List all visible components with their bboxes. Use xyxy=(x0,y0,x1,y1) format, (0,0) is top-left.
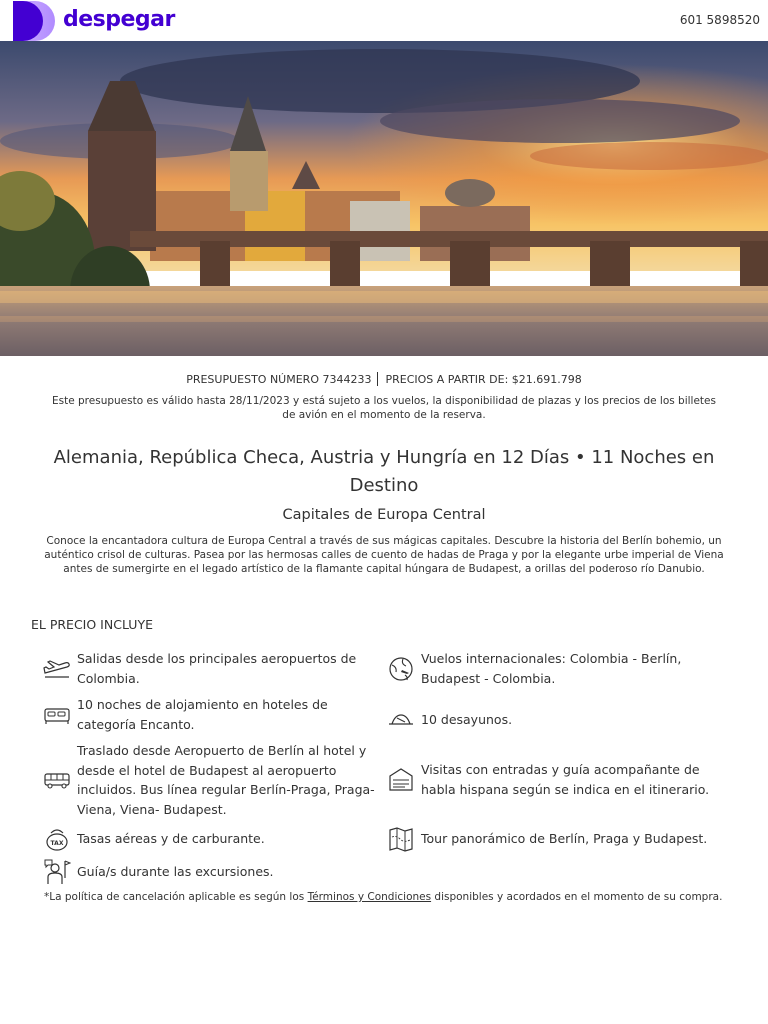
trip-title: Alemania, República Checa, Austria y Hungría en 12 Días • 11 Noches en Destino xyxy=(53,447,715,496)
terms-and-conditions-link[interactable]: Términos y Condiciones xyxy=(307,891,432,903)
include-item-text: Traslado desde Aeropuerto de Berlín al hotel y desde el hotel de Budapest al aeropuerto incluidos. Bus línea regular Berlín-Praga, Praga-Viena, Viena- Budapest. xyxy=(77,743,375,817)
include-item-guided-visits xyxy=(386,760,726,799)
tax-icon xyxy=(42,824,72,854)
footnote-text-before: *La política de cancelación aplicable es según los xyxy=(44,891,308,903)
include-item-panoramic-tour xyxy=(386,824,726,854)
plane-icon xyxy=(42,654,72,684)
include-item-text: Tasas aéreas y de carburante. xyxy=(77,831,265,847)
header xyxy=(0,0,768,41)
include-item-text: 10 desayunos. xyxy=(421,712,513,728)
breakfast-icon xyxy=(386,705,416,735)
bed-icon xyxy=(42,700,72,730)
trip-subtitle: Capitales de Europa Central xyxy=(282,507,486,523)
divider xyxy=(377,372,378,386)
bus-icon xyxy=(42,765,72,795)
trip-description: Conoce la encantadora cultura de Europa Central a través de sus mágicas capitales. Descubre la historia del Berlín bohemio, un auténtico crisol de culturas. Pasea por las hermosas calles de cuento de hadas de Praga y por la elegante urbe imperial de Viena antes de sumergirte en el legado artístico de la flamante capital húngara de Budapest, a orillas del poderoso río Danubio. xyxy=(44,535,724,575)
include-item-taxes xyxy=(42,824,372,854)
include-item-accommodation xyxy=(42,695,372,734)
include-item-text: 10 noches de alojamiento en hoteles de categoría Encanto. xyxy=(77,697,328,732)
include-item-text: Tour panorámico de Berlín, Praga y Budapest. xyxy=(421,831,708,847)
include-item-flights-departure xyxy=(42,649,372,688)
cancellation-footnote xyxy=(44,891,724,905)
hero-image-prague-bridge xyxy=(0,41,768,356)
validity-note: Este presupuesto es válido hasta 28/11/2023 y está sujeto a los vuelos, la disponibilidad de plazas y los precios de los billetes de avión en el momento de la reserva. xyxy=(52,395,716,421)
include-item-text: Vuelos internacionales: Colombia - Berlín, Budapest - Colombia. xyxy=(421,651,682,686)
include-item-transfers xyxy=(42,741,378,819)
svg-text:TAX: TAX xyxy=(50,840,64,847)
footnote-text-after: disponibles y acordados en el momento de su compra. xyxy=(431,891,723,903)
hero-illustration xyxy=(0,41,768,356)
include-item-text: Guía/s durante las excursiones. xyxy=(77,864,274,880)
brand-name[interactable]: despegar xyxy=(63,7,175,32)
ticket-icon xyxy=(386,765,416,795)
include-item-international-flights xyxy=(386,649,726,688)
phone-number[interactable]: 601 5898520 xyxy=(679,13,760,27)
map-icon xyxy=(386,824,416,854)
guide-icon xyxy=(42,857,72,887)
include-item-text: Visitas con entradas y guía acompañante de habla hispana según se indica en el itinerario. xyxy=(421,762,710,797)
budget-number: PRESUPUESTO NÚMERO 7344233 xyxy=(186,373,372,386)
include-item-guides xyxy=(42,857,372,887)
globe-plane-icon xyxy=(386,654,416,684)
price-from: PRECIOS A PARTIR DE: $21.691.798 xyxy=(385,373,582,386)
include-item-breakfasts xyxy=(386,705,726,735)
despegar-logo-icon[interactable] xyxy=(13,1,55,41)
includes-heading: EL PRECIO INCLUYE xyxy=(31,617,153,632)
quote-summary xyxy=(0,372,768,386)
include-item-text: Salidas desde los principales aeropuertos de Colombia. xyxy=(77,651,357,686)
